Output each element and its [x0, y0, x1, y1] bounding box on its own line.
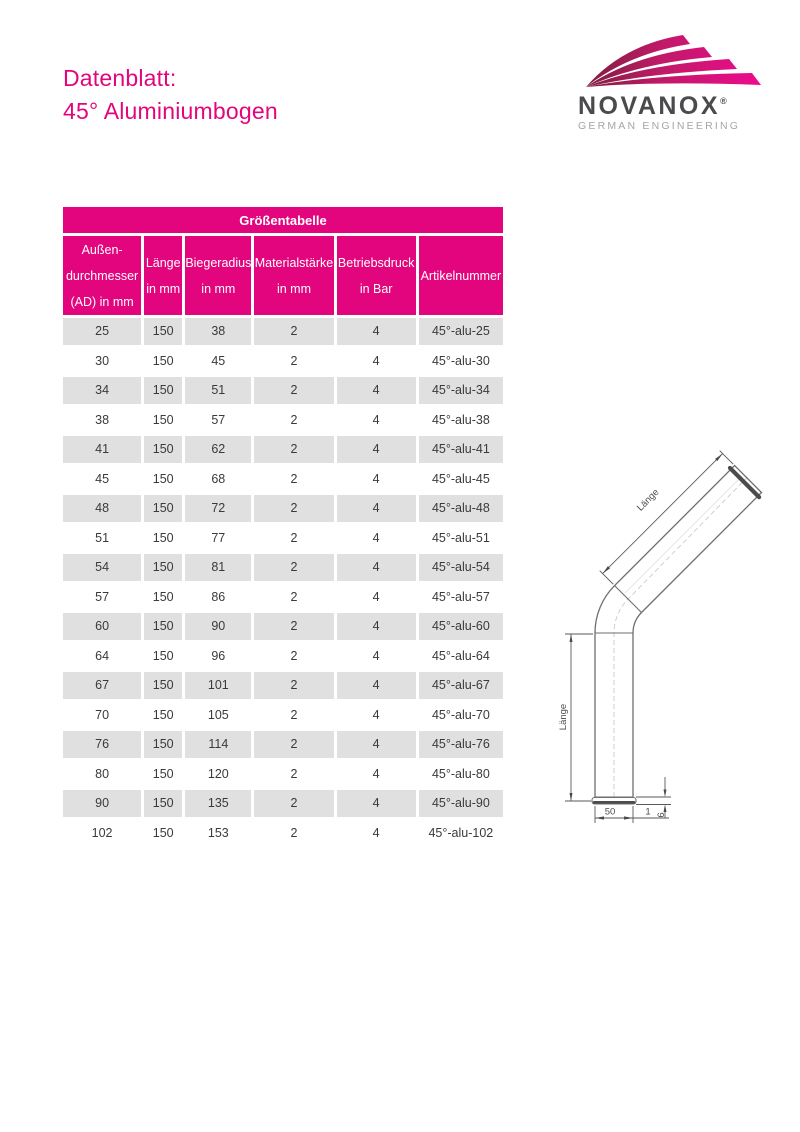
table-title: Größentabelle	[62, 206, 505, 235]
table-cell: 4	[335, 317, 417, 347]
table-cell: 45°-alu-70	[417, 700, 504, 730]
table-cell: 150	[143, 405, 184, 435]
table-cell: 150	[143, 582, 184, 612]
table-cell: 150	[143, 612, 184, 642]
table-cell: 2	[253, 553, 335, 583]
table-cell: 30	[62, 346, 143, 376]
dim-arrow	[664, 805, 667, 813]
table-cell: 86	[184, 582, 253, 612]
table-row	[62, 582, 505, 612]
table-cell: 45	[62, 464, 143, 494]
table-row	[62, 641, 505, 671]
table-cell: 45°-alu-41	[417, 435, 504, 465]
table-cell: 150	[143, 759, 184, 789]
column-header-line: in mm	[146, 281, 181, 296]
table-cell: 4	[335, 700, 417, 730]
table-row	[62, 376, 505, 406]
table-cell: 150	[143, 789, 184, 819]
table-cell: 45	[184, 346, 253, 376]
table-cell: 96	[184, 641, 253, 671]
table-cell: 4	[335, 789, 417, 819]
logo-brand-text	[578, 89, 763, 118]
column-header-line: Betriebsdruck	[337, 255, 415, 270]
table-cell: 45°-alu-54	[417, 553, 504, 583]
table-row	[62, 405, 505, 435]
table-cell: 45°-alu-76	[417, 730, 504, 760]
table-cell: 81	[184, 553, 253, 583]
table-cell: 80	[62, 759, 143, 789]
logo-brand-word: NOVANOX	[578, 92, 721, 120]
table-cell: 4	[335, 464, 417, 494]
novanox-logo	[578, 27, 763, 133]
table-cell: 45°-alu-80	[417, 759, 504, 789]
table-row	[62, 789, 505, 819]
size-table	[60, 204, 506, 849]
table-row	[62, 612, 505, 642]
table-cell: 2	[253, 464, 335, 494]
column-header-line: in mm	[201, 281, 236, 296]
logo-swoosh-icon	[580, 27, 762, 89]
table-cell: 38	[62, 405, 143, 435]
table-cell: 2	[253, 818, 335, 848]
table-cell: 45°-alu-34	[417, 376, 504, 406]
dim-length-diagonal	[600, 451, 734, 585]
table-cell: 2	[253, 612, 335, 642]
table-cell: 120	[184, 759, 253, 789]
table-cell: 4	[335, 346, 417, 376]
table-row	[62, 523, 505, 553]
table-cell: 114	[184, 730, 253, 760]
table-cell: 2	[253, 523, 335, 553]
table-cell: 34	[62, 376, 143, 406]
table-cell: 64	[62, 641, 143, 671]
table-cell: 150	[143, 494, 184, 524]
table-cell: 150	[143, 317, 184, 347]
page-title-line1: Datenblatt:	[63, 65, 177, 91]
table-cell: 2	[253, 317, 335, 347]
table-cell: 67	[62, 671, 143, 701]
page-title	[63, 62, 278, 128]
table-cell: 4	[335, 818, 417, 848]
table-cell: 4	[335, 405, 417, 435]
table-cell: 150	[143, 523, 184, 553]
pipe-highlight	[625, 476, 742, 593]
pipe-centerline	[614, 477, 748, 797]
dim-arrow	[595, 816, 604, 819]
table-row	[62, 317, 505, 347]
table-cell: 90	[184, 612, 253, 642]
table-cell: 45°-alu-60	[417, 612, 504, 642]
column-header	[253, 235, 335, 317]
table-cell: 2	[253, 494, 335, 524]
table-cell: 4	[335, 641, 417, 671]
table-cell: 4	[335, 730, 417, 760]
table-cell: 76	[62, 730, 143, 760]
table-cell: 25	[62, 317, 143, 347]
table-cell: 150	[143, 553, 184, 583]
table-cell: 38	[184, 317, 253, 347]
table-cell: 2	[253, 789, 335, 819]
table-row	[62, 818, 505, 848]
table-cell: 2	[253, 759, 335, 789]
size-table-body	[62, 317, 505, 848]
table-cell: 2	[253, 435, 335, 465]
dim-length-diagonal-label: Länge	[635, 487, 662, 514]
table-cell: 51	[62, 523, 143, 553]
table-cell: 45°-alu-102	[417, 818, 504, 848]
table-cell: 45°-alu-51	[417, 523, 504, 553]
table-cell: 2	[253, 582, 335, 612]
table-cell: 77	[184, 523, 253, 553]
table-cell: 2	[253, 700, 335, 730]
table-cell: 101	[184, 671, 253, 701]
table-cell: 54	[62, 553, 143, 583]
dim-length-vertical	[565, 634, 593, 801]
table-cell: 90	[62, 789, 143, 819]
pipe-outline	[595, 466, 762, 797]
dim-arrow	[624, 816, 633, 819]
table-cell: 45°-alu-64	[417, 641, 504, 671]
table-cell: 4	[335, 671, 417, 701]
size-table-header-row	[62, 235, 505, 317]
table-cell: 150	[143, 346, 184, 376]
table-cell: 41	[62, 435, 143, 465]
table-cell: 150	[143, 730, 184, 760]
column-header-line: Biegeradius	[185, 255, 252, 270]
table-cell: 4	[335, 376, 417, 406]
table-cell: 150	[143, 435, 184, 465]
table-cell: 4	[335, 759, 417, 789]
table-cell: 48	[62, 494, 143, 524]
column-header-line: Außen-	[81, 242, 123, 257]
table-row	[62, 700, 505, 730]
table-cell: 60	[62, 612, 143, 642]
table-title-row	[62, 206, 505, 235]
table-cell: 2	[253, 346, 335, 376]
table-cell: 51	[184, 376, 253, 406]
table-row	[62, 553, 505, 583]
table-cell: 45°-alu-57	[417, 582, 504, 612]
column-header	[143, 235, 184, 317]
pipe-top-bead	[730, 468, 759, 497]
table-row	[62, 464, 505, 494]
table-cell: 4	[335, 612, 417, 642]
table-cell: 150	[143, 671, 184, 701]
column-header	[335, 235, 417, 317]
table-cell: 2	[253, 641, 335, 671]
column-header	[184, 235, 253, 317]
column-header	[62, 235, 143, 317]
registered-mark: ®	[720, 96, 727, 106]
table-row	[62, 435, 505, 465]
column-header-line: durchmesser	[65, 268, 139, 283]
dim-length-vertical-label: Länge	[558, 703, 569, 731]
dim-arrow	[603, 566, 611, 574]
dim-arrow	[664, 790, 667, 798]
table-cell: 4	[335, 582, 417, 612]
dim-diameter-label: 50	[604, 806, 616, 818]
table-row	[62, 730, 505, 760]
table-cell: 4	[335, 523, 417, 553]
table-cell: 150	[143, 376, 184, 406]
logo-tagline: GERMAN ENGINEERING	[578, 120, 741, 132]
column-header-line: Länge	[145, 255, 181, 270]
table-cell: 45°-alu-48	[417, 494, 504, 524]
dim-bead-height-label: 6	[656, 812, 667, 818]
table-cell: 4	[335, 553, 417, 583]
table-cell: 45°-alu-38	[417, 405, 504, 435]
table-cell: 62	[184, 435, 253, 465]
table-row	[62, 671, 505, 701]
table-cell: 4	[335, 494, 417, 524]
column-header-line: Artikelnummer	[420, 268, 502, 283]
table-cell: 45°-alu-45	[417, 464, 504, 494]
table-cell: 2	[253, 376, 335, 406]
table-cell: 150	[143, 464, 184, 494]
table-row	[62, 346, 505, 376]
dim-bead-offset-label: 1	[645, 806, 651, 818]
table-cell: 45°-alu-30	[417, 346, 504, 376]
table-cell: 4	[335, 435, 417, 465]
table-cell: 153	[184, 818, 253, 848]
table-cell: 105	[184, 700, 253, 730]
column-header-line: in mm	[276, 281, 311, 296]
table-cell: 102	[62, 818, 143, 848]
column-header-line: Materialstärke	[254, 255, 334, 270]
table-cell: 57	[184, 405, 253, 435]
table-cell: 45°-alu-67	[417, 671, 504, 701]
table-cell: 68	[184, 464, 253, 494]
table-cell: 72	[184, 494, 253, 524]
table-cell: 70	[62, 700, 143, 730]
table-cell: 135	[184, 789, 253, 819]
table-cell: 150	[143, 641, 184, 671]
dim-arrow	[570, 634, 573, 642]
table-cell: 45°-alu-25	[417, 317, 504, 347]
dim-arrow	[715, 454, 723, 462]
dim-arrow	[570, 793, 573, 801]
pipe-bend-drawing	[545, 430, 800, 830]
table-cell: 57	[62, 582, 143, 612]
table-cell: 150	[143, 818, 184, 848]
column-header	[417, 235, 504, 317]
column-header-line: (AD) in mm	[70, 294, 134, 309]
table-row	[62, 759, 505, 789]
table-cell: 2	[253, 730, 335, 760]
table-row	[62, 494, 505, 524]
table-cell: 2	[253, 405, 335, 435]
column-header-line: in Bar	[359, 281, 393, 296]
table-cell: 45°-alu-90	[417, 789, 504, 819]
table-cell: 2	[253, 671, 335, 701]
page-title-line2: 45° Aluminiumbogen	[63, 98, 278, 124]
table-cell: 150	[143, 700, 184, 730]
